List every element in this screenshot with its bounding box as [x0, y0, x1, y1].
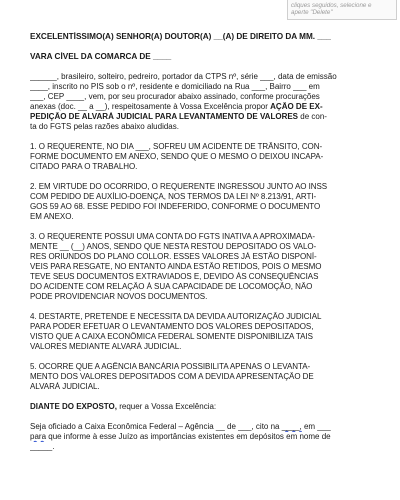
item-line: 1. O REQUERENTE, NO DIA ___, SOFREU UM ACIDENTE DE TRÂNSITO, CON-: [30, 142, 323, 151]
item-line: 3. O REQUERENTE POSSUI UMA CONTA DO FGTS INATIVA A APROXIMADA-: [30, 232, 315, 241]
item-line: 4. DESTARTE, PRETENDE E NECESSITA DA DEVIDA AUTORIZAÇÃO JUDICIAL: [30, 312, 322, 321]
request-paragraph: [30, 422, 372, 452]
petition-document: [30, 32, 372, 452]
item-3: [30, 232, 372, 302]
intro-line: ____, inscrito no PIS sob o nº, residente e domiciliado na Rua ___, Bairro ___ em: [30, 82, 320, 91]
item-line: CITADO PARA O TRABALHO.: [30, 162, 138, 171]
instruction-note: [287, 0, 397, 20]
action-title-tail: de con-: [300, 112, 327, 121]
request-text: que informe à esse Juízo as importâncias existentes em depósitos em nome de: [46, 432, 331, 441]
item-line: ALVARÁ JUDICIAL.: [30, 382, 100, 391]
item-line: PARA PODER EFETUAR O LEVANTAMENTO DOS VALORES DEPOSITADOS,: [30, 322, 314, 331]
item-line: 5. OCORRE QUE A AGÊNCIA BANCÁRIA POSSIBILITA APENAS O LEVANTA-: [30, 362, 311, 371]
intro-line: ___, CEP ____, vem, por seu procurador abaixo assinado, conforme procurações: [30, 92, 320, 101]
spellcheck-underlined-text: para: [30, 432, 47, 441]
court-text: VARA CÍVEL DA COMARCA DE ____: [30, 52, 172, 61]
item-line: VALORES MEDIANTE ALVARÁ JUDICIAL.: [30, 342, 182, 351]
item-4: [30, 312, 372, 352]
intro-paragraph: [30, 72, 372, 132]
request-text: Seja oficiado a Caixa Econômica Federal – Agência __ de ___, cito na: [30, 422, 282, 431]
request-line: [30, 422, 372, 432]
item-line: GOS 59 AO 68. ESSE PEDIDO FOI INDEFERIDO, CONFORME O DOCUMENTO: [30, 202, 321, 211]
court-line: [30, 52, 372, 62]
item-line: FORME DOCUMENTO EM ANEXO, SENDO QUE O MESMO O DEIXOU INCAPA-: [30, 152, 324, 161]
item-2: [30, 182, 372, 222]
item-line: COM PEDIDO DE AUXÍLIO-DOENÇA, NOS TERMOS DA LEI Nº 8.213/91, ARTI-: [30, 192, 317, 201]
heading-text: EXCELENTÍSSIMO(A) SENHOR(A) DOUTOR(A) __(A) DE DIREITO DA MM. ___: [30, 32, 331, 41]
intro-line: ta do FGTS pelas razões abaixo aludidas.: [30, 122, 179, 131]
action-title-line: [30, 112, 372, 122]
item-line: VEIS PARA RESGATE, NO ENTANTO AINDA ESTÃO RETIDOS, POIS O MESMO: [30, 262, 322, 271]
item-1: [30, 142, 372, 172]
intro-line-with-action: [30, 102, 372, 112]
item-line: VISTO QUE A CAIXA ECONÔMICA FEDERAL SOMENTE DISPONIBILIZA TAIS: [30, 332, 313, 341]
item-line: PODE PROVIDENCIAR NOVOS DOCUMENTOS.: [30, 292, 208, 301]
request-line: [30, 432, 372, 442]
item-line: RES ORIUNDOS DO PLANO COLLOR. ESSES VALORES JÁ ESTÃO DISPONÍ-: [30, 252, 317, 261]
instruction-line: cliques seguidos, selecione e: [291, 2, 372, 9]
item-line: DO ACIDENTE COM RELAÇÃO À SUA CAPACIDADE DE LOCOMOÇÃO, NÃO: [30, 282, 313, 291]
petition-heading: [30, 32, 372, 42]
intro-line: ______, brasileiro, solteiro, pedreiro, portador da CTPS nº, série ___, data de emissão: [30, 72, 337, 81]
conclusion-rest: requer a Vossa Excelência:: [116, 402, 217, 411]
item-5: [30, 362, 372, 392]
conclusion-bold: DIANTE DO EXPOSTO,: [30, 402, 117, 411]
item-line: MENTO DOS VALORES DEPOSITADOS COM A DEVIDA APRESENTAÇÃO DE: [30, 372, 314, 381]
spellcheck-underlined-text: ____,: [281, 422, 302, 431]
intro-line: anexas (doc. __ a __), respeitosamente à Vossa Excelência propor: [30, 102, 268, 111]
conclusion: [30, 402, 372, 412]
item-line: TEVE SEUS DOCUMENTOS EXTRAVIADOS E, DEVIDO ÀS CONSEQUÊNCIAS: [30, 272, 319, 281]
conclusion-line: [30, 402, 372, 412]
item-line: EM ANEXO.: [30, 212, 74, 221]
item-line: MENTE __ (__) ANOS, SENDO QUE NESTA RESTOU DEPOSITADO OS VALO-: [30, 242, 317, 251]
item-line: 2. EM VIRTUDE DO OCORRIDO, O REQUERENTE INGRESSOU JUNTO AO INSS: [30, 182, 328, 191]
instruction-line: aperte "Delete": [291, 9, 333, 16]
action-title: PEDIÇÃO DE ALVARÁ JUDICIAL PARA LEVANTAMENTO DE VALORES: [30, 112, 299, 121]
request-line: _____.: [30, 442, 55, 451]
action-title-start: AÇÃO DE EX-: [270, 102, 323, 111]
request-text: em ___: [301, 422, 331, 431]
